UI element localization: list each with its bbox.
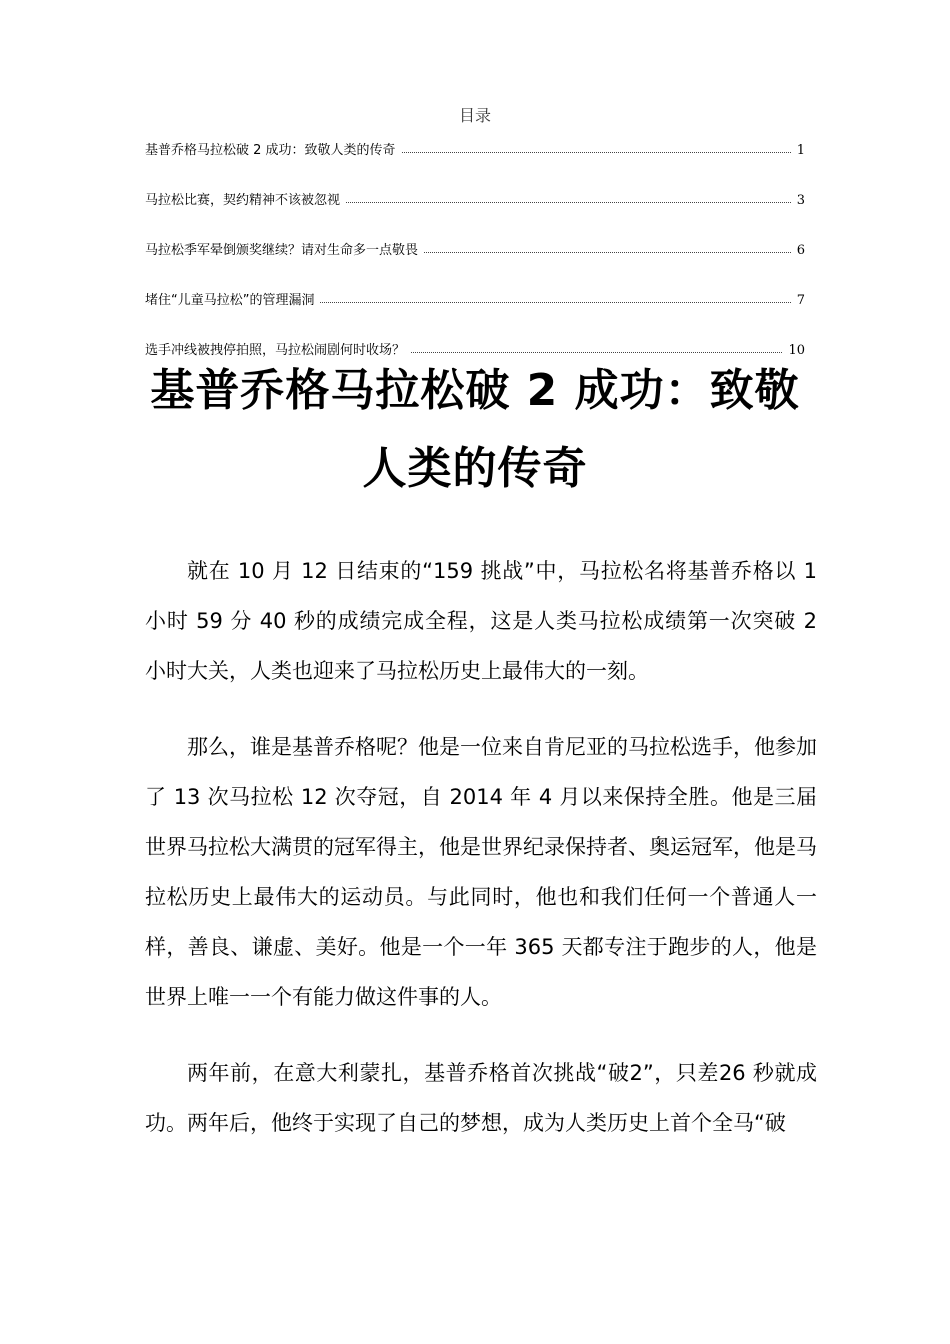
toc-entry-page: 10 <box>788 343 805 358</box>
toc-leader-dots <box>424 251 791 253</box>
toc-entry-page: 1 <box>796 143 805 158</box>
toc-leader-dots <box>346 201 791 203</box>
toc-entry-label: 马拉松季军晕倒颁奖继续？请对生命多一点敬畏 <box>145 243 419 258</box>
toc-entry-page: 6 <box>796 243 805 258</box>
article-title: 基普乔格马拉松破 2 成功：致敬人类的传奇 <box>150 365 800 494</box>
toc-entry-page: 7 <box>796 293 805 308</box>
toc-entry-label: 马拉松比赛，契约精神不该被忽视 <box>145 193 341 208</box>
article-paragraph: 就在 10 月 12 日结束的“159 挑战”中，马拉松名将基普乔格以 1 小时 59 分 40 秒的成绩完成全程，这是人类马拉松成绩第一次突破 2 小时大关，人类也迎来了马拉松历史上最伟大的一刻。 <box>145 559 817 683</box>
toc-title: 目录 <box>458 106 491 125</box>
toc-entry[interactable] <box>145 288 805 308</box>
toc-leader-dots <box>320 301 790 303</box>
article-paragraph: 那么，谁是基普乔格呢？他是一位来自肯尼亚的马拉松选手，他参加了 13 次马拉松 12 次夺冠，自 2014 年 4 月以来保持全胜。他是三届世界马拉松大满贯的冠军得主，他是世界纪录保持者、奥运冠军，他是马拉松历史上最伟大的运动员。与此同时，他也和我们任何一个普通人一样，善良、谦虚、美好。他是一个一年 365 天都专注于跑步的人，他是世界上唯一一个有能力做这件事的人。 <box>145 735 817 1009</box>
toc-entry[interactable] <box>145 138 805 158</box>
toc-entry[interactable] <box>145 238 805 258</box>
toc-entry[interactable] <box>145 188 805 208</box>
toc-leader-dots <box>402 151 791 153</box>
toc-entry-page: 3 <box>796 193 805 208</box>
table-of-contents <box>145 138 805 388</box>
toc-entry-label: 选手冲线被拽停拍照，马拉松闹剧何时收场？ <box>145 343 406 358</box>
article-body <box>145 546 817 1174</box>
toc-entry-label: 基普乔格马拉松破 2 成功：致敬人类的传奇 <box>145 143 396 158</box>
article-paragraph: 两年前，在意大利蒙扎，基普乔格首次挑战“破2”，只差26 秒就成功。两年后，他终于实现了自己的梦想，成为人类历史上首个全马“破 <box>145 1061 817 1135</box>
toc-entry-label: 堵住“儿童马拉松”的管理漏洞 <box>145 293 315 308</box>
